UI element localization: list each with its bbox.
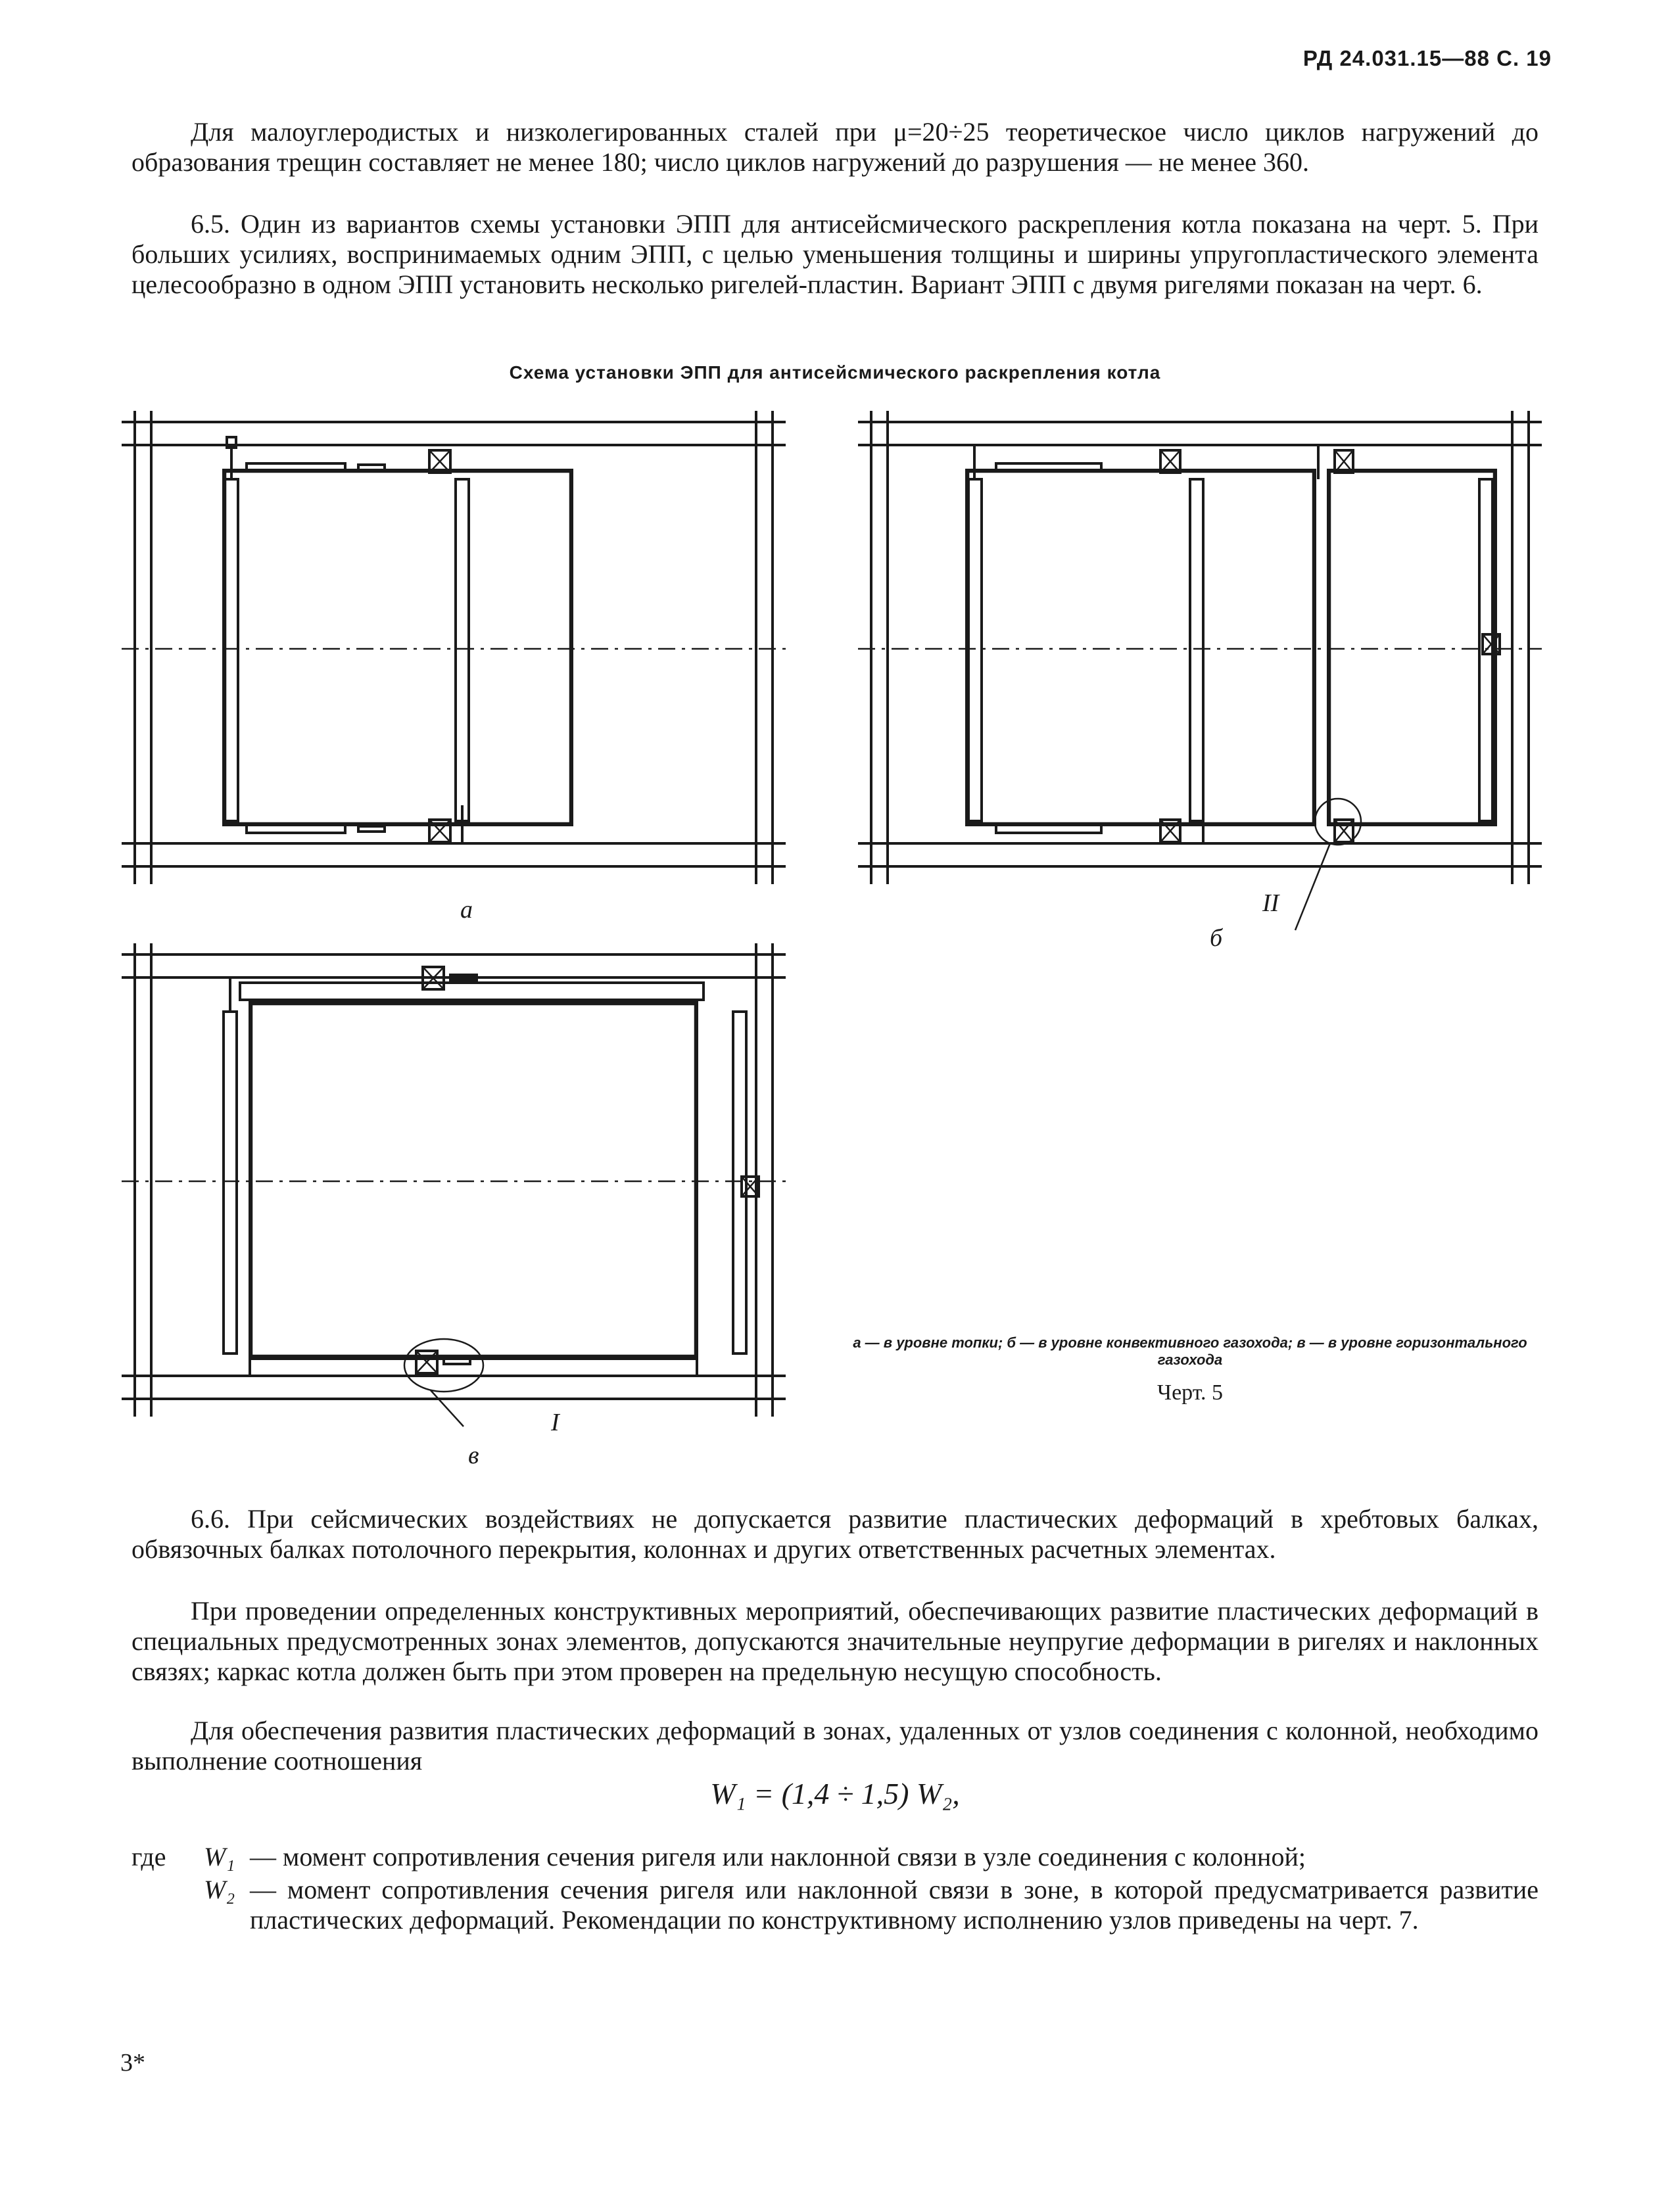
detail-II-label: II xyxy=(1262,889,1279,917)
figure-caption: Черт. 5 xyxy=(1157,1380,1224,1405)
w1-symbol: W₁ xyxy=(204,1842,235,1871)
where-definitions xyxy=(131,1842,1539,1935)
where-lead: где xyxy=(131,1842,166,1871)
paragraph-steel-cycles: Для малоуглеродистых и низколегированных сталей при μ=20÷25 теоретическое число циклов нагружений до образования трещин составляет не менее 180; число циклов нагружений до разрушения — не менее 360. xyxy=(131,117,1539,177)
page-footer-mark: 3* xyxy=(120,2049,145,2077)
diagram-b xyxy=(858,411,1542,884)
diagram-a-label: а xyxy=(460,896,473,924)
w1-definition: — момент сопротивления сечения ригеля или наклонной связи в узле соединения с колонной; xyxy=(250,1842,1306,1871)
diagram-v-label: в xyxy=(468,1442,479,1469)
paragraph-6-6: 6.6. При сейсмических воздействиях не допускается развитие пластических деформаций в хребтовых балках, обвязочных балках потолочного перекрытия, колоннах и других ответственных расчетных элементах. xyxy=(131,1504,1539,1564)
diagram-v xyxy=(122,943,786,1417)
page-header: РД 24.031.15—88 С. 19 xyxy=(1302,46,1552,70)
diagram-a xyxy=(122,411,786,884)
detail-I-label: I xyxy=(551,1409,560,1436)
paragraph-6-5: 6.5. Один из вариантов схемы установки ЭПП для антисейсмического раскрепления котла показана на черт. 5. При больших усилиях, воспринимаемых одним ЭПП, с целью уменьшения толщины и ширины упругопластического элемента целесообразно в одном ЭПП установить несколько ригелей-пластин. Вариант ЭПП с двумя ригелями показан на черт. 6. xyxy=(131,209,1539,299)
diagram-b-label: б xyxy=(1210,924,1223,952)
figure-title: Схема установки ЭПП для антисейсмического раскрепления котла xyxy=(509,362,1161,383)
w2-definition: — момент сопротивления сечения ригеля или наклонной связи в зоне, в которой предусматривается развитие пластических деформаций. Рекомендации по конструктивному исполнению узлов приведены на черт. 7. xyxy=(250,1875,1539,1935)
figure-legend: а — в уровне топки; б — в уровне конвективного газохода; в — в уровне горизонтального газохода xyxy=(853,1334,1527,1368)
paragraph-ratio-intro: Для обеспечения развития пластических деформаций в зонах, удаленных от узлов соединения с колонной, необходимо выполнение соотношения xyxy=(131,1716,1539,1776)
formula-w1-w2: W₁ = (1,4 ÷ 1,5) W₂, xyxy=(710,1777,960,1810)
w2-symbol: W₂ xyxy=(204,1875,235,1904)
where-w2-row xyxy=(131,1875,1539,1935)
where-w1-row xyxy=(131,1842,1539,1872)
paragraph-plastic-zones: При проведении определенных конструктивных мероприятий, обеспечивающих развитие пластических деформаций в специальных предусмотренных зонах элементов, допускаются значительные неупругие деформации в ригелях и наклонных связях; каркас котла должен быть при этом проверен на предельную несущую способность. xyxy=(131,1596,1539,1686)
